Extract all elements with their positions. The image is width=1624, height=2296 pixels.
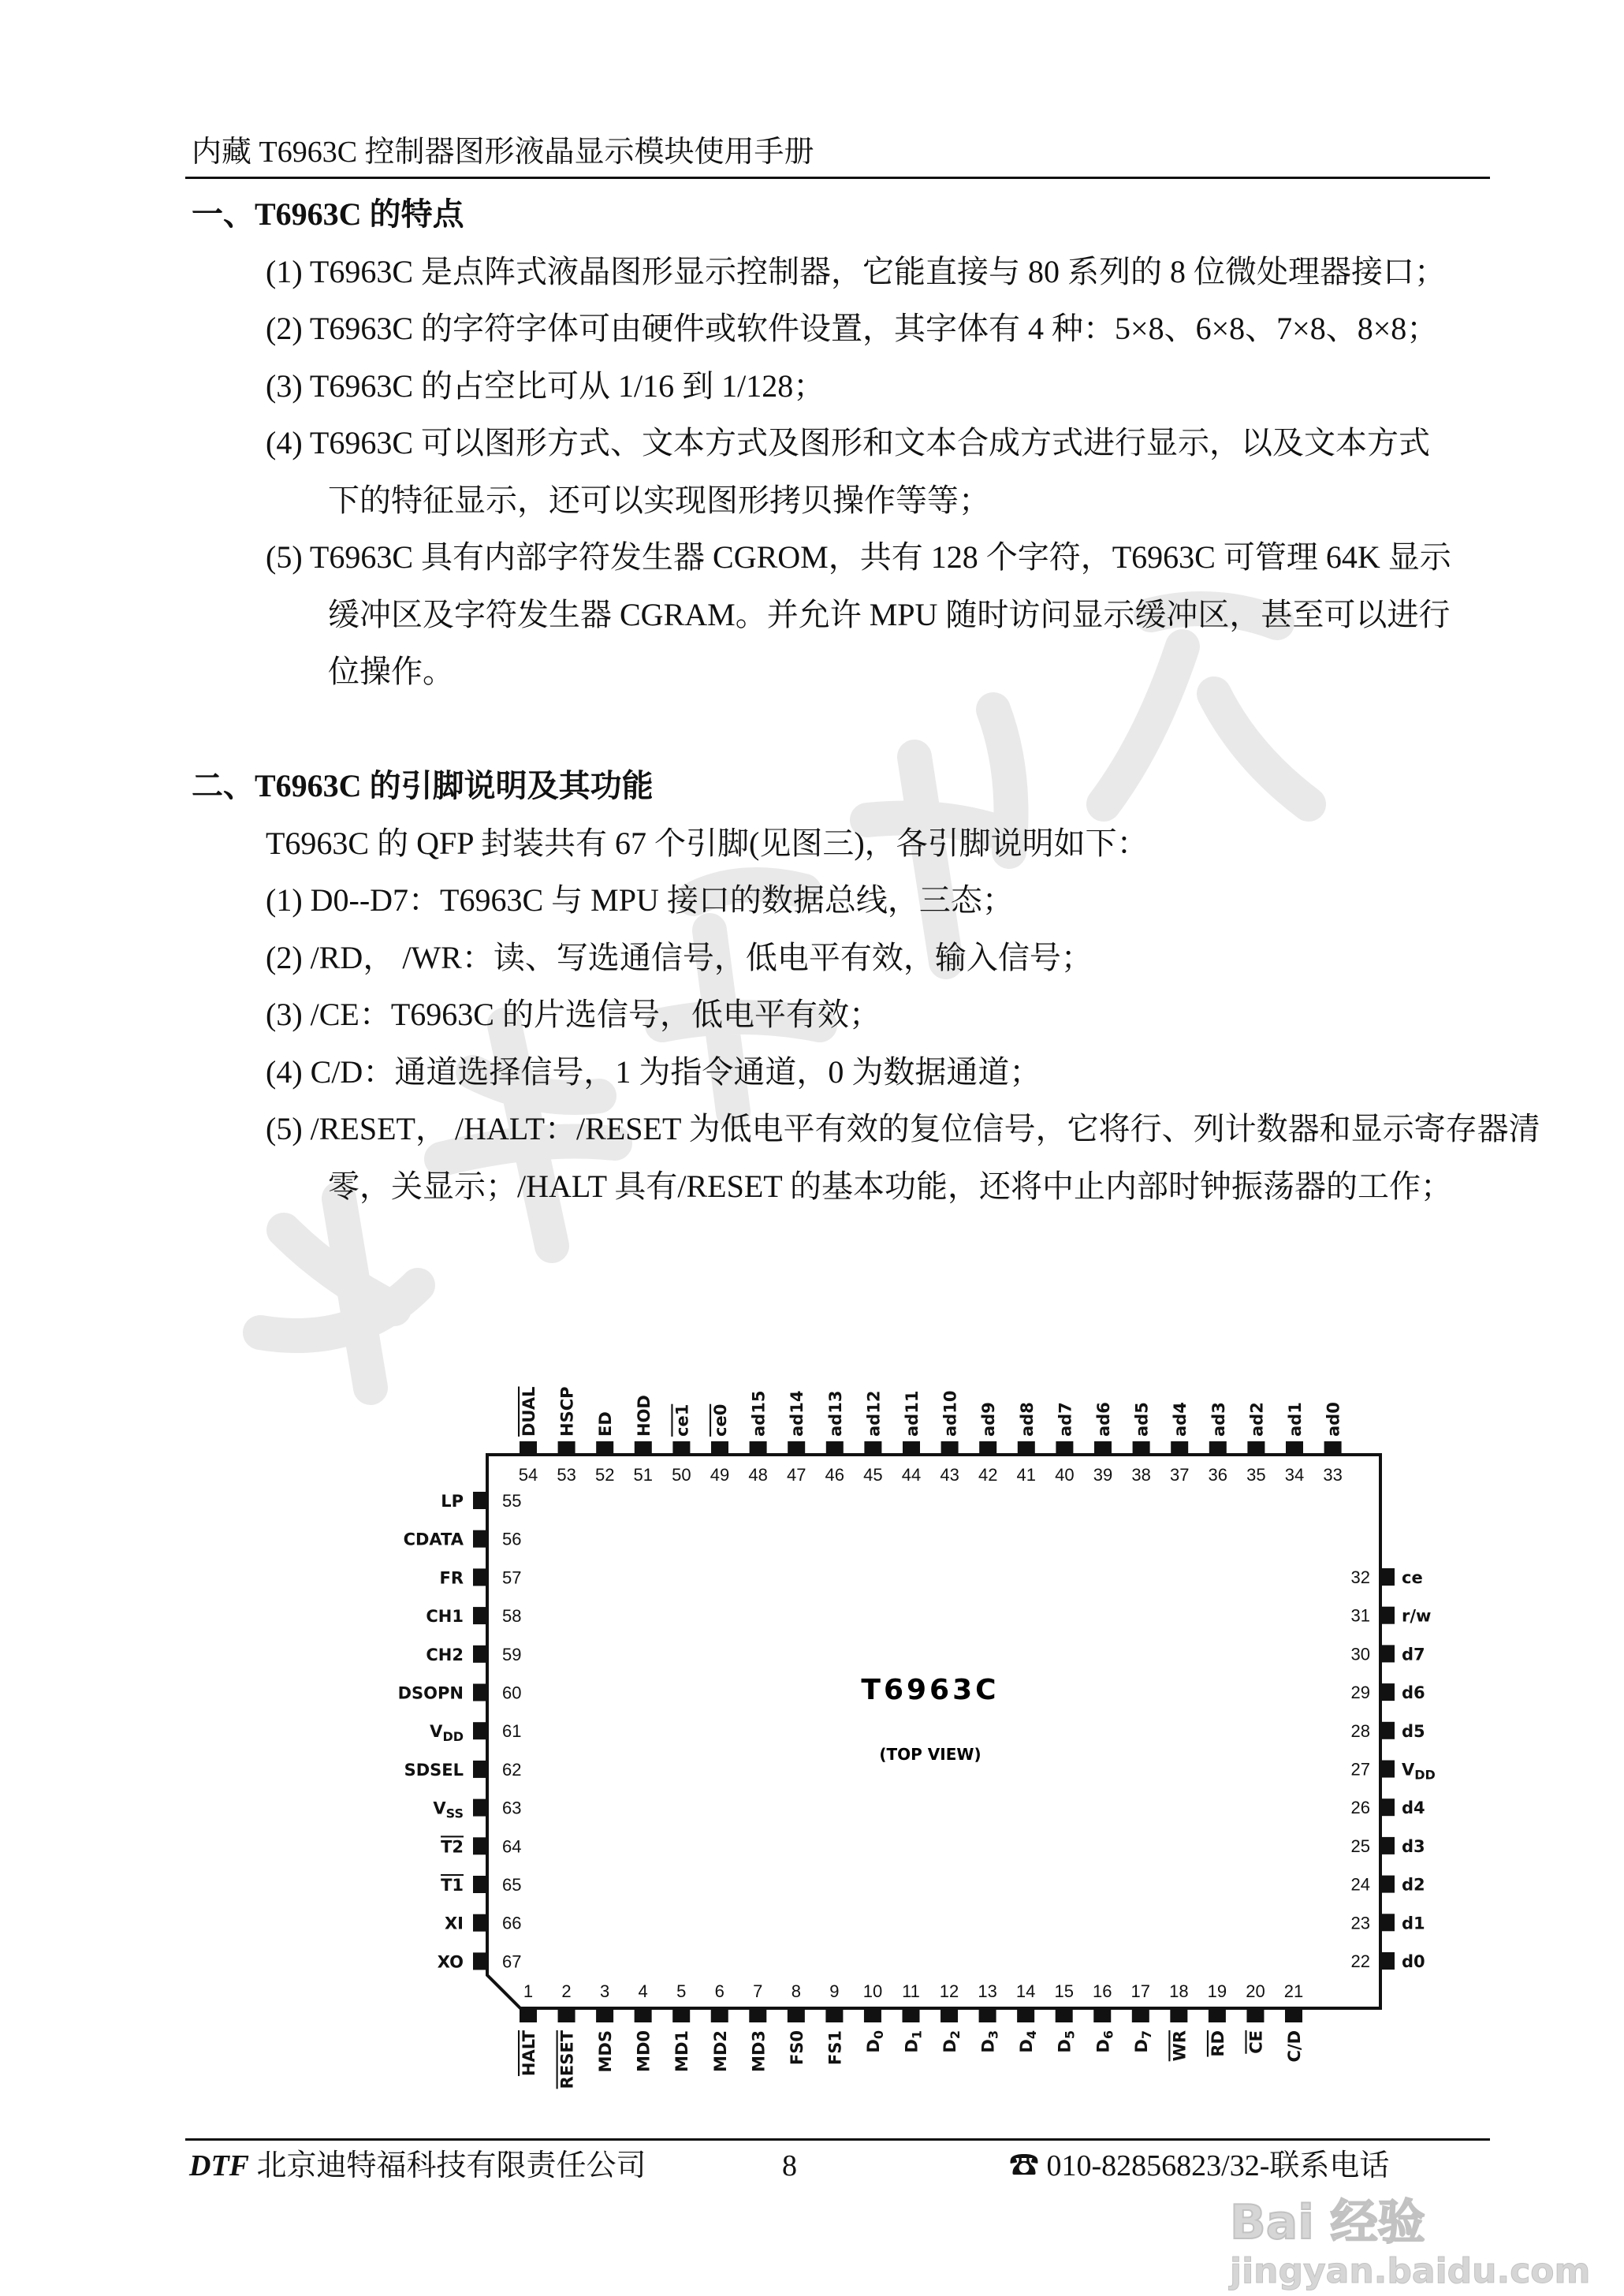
pin-number: 54: [518, 1465, 538, 1485]
chip-view: (TOP VIEW): [879, 1745, 981, 1764]
pin-tab: [520, 2008, 537, 2022]
pin-number: 8: [791, 1981, 801, 2001]
pin-label: MDS: [596, 2030, 616, 2073]
page-number: 8: [782, 2149, 797, 2182]
pin-number: 55: [502, 1491, 522, 1511]
pin-number: 22: [1350, 1951, 1370, 1971]
pin-label: T1: [441, 1876, 464, 1895]
pin-label: d2: [1402, 1875, 1425, 1895]
pin-label: DUAL: [520, 1386, 538, 1437]
list-item: (3) T6963C 的占空比可从 1/16 到 1/128；: [266, 367, 825, 404]
pin-label: d5: [1402, 1721, 1425, 1741]
pin-tab: [1132, 2008, 1149, 2022]
pin-label: d7: [1402, 1645, 1425, 1664]
pin-number: 24: [1350, 1874, 1370, 1895]
pin-number: 56: [502, 1529, 522, 1549]
pin-label: $D_2$: [941, 2030, 963, 2053]
pin-number: 4: [638, 1981, 648, 2001]
pin-label: C/D: [1285, 2030, 1304, 2063]
list-item: (5) T6963C 具有内部字符发生器 CGROM，共有 128 个字符，T6963C 可管理 64K 显示缓冲区及字符发生器 CGRAM。并允许 MPU 随时访问显示缓冲区，甚至可以进行位操作。: [266, 539, 1451, 689]
pin-tab: [473, 1492, 487, 1509]
pin-label: CDATA: [403, 1530, 464, 1549]
pin-number: 26: [1350, 1798, 1370, 1818]
pin-tab: [672, 1441, 690, 1455]
pin-tab: [825, 2008, 843, 2022]
pin-label: $D_7$: [1131, 2030, 1154, 2053]
pin-number: 59: [502, 1644, 522, 1664]
pin-tab: [473, 1684, 487, 1702]
pin-tab: [1380, 1568, 1395, 1586]
footer-company: [189, 2146, 646, 2186]
pin-label: $D_0$: [863, 2030, 886, 2053]
pin-number: 1: [523, 1981, 534, 2001]
pin-number: 44: [901, 1465, 922, 1485]
pin-number: 60: [502, 1683, 522, 1703]
pin-number: 42: [978, 1465, 998, 1485]
footer-divider: [185, 2138, 1490, 2141]
pin-tab: [1380, 1876, 1395, 1893]
pin-number: 37: [1169, 1465, 1190, 1485]
pin-label: ad13: [825, 1390, 845, 1437]
pin-label: $D_6$: [1093, 2030, 1116, 2053]
pin-tab: [473, 1646, 487, 1663]
pin-tab: [635, 1441, 652, 1455]
pin-tab: [788, 1441, 805, 1455]
running-header: 内藏 T6963C 控制器图形液晶显示模块使用手册: [192, 136, 814, 169]
pin-tab: [979, 2008, 996, 2022]
pin-number: 66: [502, 1913, 522, 1933]
section2-heading: 二、T6963C 的引脚说明及其功能: [192, 768, 654, 803]
pin-number: 6: [714, 1981, 724, 2001]
pin-number: 29: [1350, 1683, 1370, 1703]
pin-tab: [711, 1441, 728, 1455]
pin-number: 12: [939, 1981, 959, 2001]
pin-label: T2: [441, 1837, 464, 1857]
section2-intro: T6963C 的 QFP 封装共有 67 个引脚(见图三)，各引脚说明如下：: [266, 825, 1149, 861]
section1-heading: 一、T6963C 的特点: [192, 196, 464, 232]
list-item: (1) T6963C 是点阵式液晶图形显示控制器，它能直接与 80 系列的 8 位微处理器接口；: [266, 253, 1447, 289]
pin-label: DSOPN: [397, 1683, 464, 1703]
pin-tab: [788, 2008, 805, 2022]
pin-tab: [672, 2008, 690, 2022]
list-item: (3) /CE：T6963C 的片选信号，低电平有效；: [266, 997, 881, 1032]
pin-number: 48: [748, 1465, 768, 1485]
pin-number: 52: [594, 1465, 615, 1485]
pin-number: 5: [676, 1981, 687, 2001]
baidu-url: jingyan.baidu.com: [1230, 2251, 1591, 2291]
pin-tab: [558, 1441, 575, 1455]
pin-label: HSCP: [557, 1386, 577, 1437]
pin-number: 32: [1350, 1567, 1370, 1587]
pin-tab: [596, 1441, 613, 1455]
pin-tab: [473, 1761, 487, 1778]
pin-tab: [826, 1441, 844, 1455]
pin-number: 39: [1093, 1465, 1113, 1485]
pin-number: 53: [557, 1465, 576, 1485]
pin-tab: [1171, 1441, 1188, 1455]
pin-label: XI: [444, 1914, 464, 1933]
pin-tab: [1017, 2008, 1034, 2022]
pin-tab: [473, 1568, 487, 1586]
pin-tab: [473, 1530, 487, 1548]
pin-tab: [1380, 1722, 1395, 1739]
pin-label: FS0: [787, 2030, 806, 2066]
pin-label: ce0: [711, 1403, 730, 1437]
pin-tab: [941, 1441, 959, 1455]
pin-tab: [1380, 1683, 1395, 1701]
pin-tab: [1380, 1952, 1395, 1970]
pin-number: 14: [1015, 1981, 1036, 2001]
pin-number: 63: [502, 1798, 522, 1818]
pin-number: 31: [1350, 1605, 1370, 1626]
pin-number: 27: [1350, 1759, 1370, 1780]
pin-tab: [1380, 1837, 1395, 1854]
pin-label: ad7: [1056, 1402, 1075, 1437]
pin-number: 40: [1055, 1465, 1075, 1485]
pin-label: ad5: [1132, 1402, 1152, 1437]
pin-label: XO: [437, 1952, 464, 1972]
pin-number: 11: [902, 1981, 920, 2001]
list-item: (5) /RESET， /HALT：/RESET 为低电平有效的复位信号，它将行、列计数器和显示寄存器清零，关显示；/HALT 具有/RESET 的基本功能，还将中止内部时钟振荡器的工作；: [266, 1111, 1540, 1204]
pin-label: $D_5$: [1055, 2030, 1078, 2053]
pin-label: LP: [441, 1492, 464, 1511]
pin-label: ad14: [788, 1390, 807, 1437]
pin-tab: [473, 1876, 487, 1893]
pin-tab: [596, 2008, 613, 2022]
pin-label: ad9: [979, 1402, 999, 1437]
pin-tab: [1246, 2008, 1264, 2022]
pin-tab: [1380, 1798, 1395, 1816]
pin-number: 49: [710, 1465, 730, 1485]
pin-label: MD1: [672, 2030, 692, 2072]
pin-tab: [473, 1914, 487, 1932]
pin-tab: [1209, 2008, 1226, 2022]
pin-label: ce: [1402, 1568, 1423, 1587]
pin-tab: [520, 1441, 537, 1455]
pin-tab: [1209, 1441, 1227, 1455]
pin-number: 51: [633, 1465, 654, 1485]
baidu-watermark: [1230, 2195, 1590, 2293]
pin-tab: [473, 1722, 487, 1739]
pin-number: 67: [502, 1951, 522, 1972]
pin-number: 64: [502, 1836, 522, 1857]
pin-label: MD2: [710, 2030, 730, 2072]
pin-label: d0: [1402, 1952, 1425, 1971]
pin-label: ad12: [864, 1390, 884, 1437]
pin-number: 46: [825, 1465, 845, 1485]
pin-tab: [1380, 1607, 1395, 1624]
pin-label: ad1: [1286, 1402, 1305, 1437]
pin-tab: [864, 1441, 881, 1455]
pin-label: d6: [1402, 1683, 1425, 1703]
pin-number: 19: [1207, 1981, 1227, 2001]
chip-name: T6963C: [861, 1674, 1000, 1706]
pin-label: CH1: [426, 1607, 464, 1627]
pin-number: 45: [863, 1465, 883, 1485]
pin-number: 25: [1350, 1836, 1370, 1856]
pin-tab: [1286, 1441, 1303, 1455]
pin-label: FR: [439, 1568, 464, 1588]
pin-tab: [473, 1799, 487, 1817]
pin-tab: [711, 2008, 728, 2022]
pin-number: 38: [1131, 1465, 1151, 1485]
pin-label: CE: [1246, 2030, 1266, 2054]
pin-tab: [903, 2008, 920, 2022]
pin-label: ad8: [1017, 1402, 1037, 1437]
pin-label: $D_3$: [978, 2030, 1001, 2053]
pin-number: 10: [862, 1981, 883, 2001]
pin-number: 21: [1283, 1981, 1304, 2001]
pin-label: HALT: [520, 2030, 538, 2077]
pin-label: ad6: [1094, 1402, 1113, 1437]
pin-number: 3: [599, 1981, 610, 2001]
pin-label: RD: [1208, 2030, 1227, 2057]
pin-tab: [750, 1441, 767, 1455]
pin-tab: [1380, 1645, 1395, 1662]
pin-label: r/w: [1402, 1606, 1432, 1626]
list-item: (2) T6963C 的字符字体可由硬件或软件设置，其字体有 4 种：5×8、6×8、7×8、8×8；: [266, 311, 1439, 346]
chip-outline: [487, 1455, 1380, 2008]
pin-tab: [1094, 1441, 1112, 1455]
pin-number: 61: [502, 1721, 522, 1742]
pin-label: ad11: [903, 1390, 922, 1437]
pin-tab: [1133, 1441, 1150, 1455]
pin-tab: [1380, 1914, 1395, 1931]
pin-label: d4: [1402, 1798, 1425, 1818]
pin-number: 33: [1323, 1465, 1343, 1485]
pin-number: 13: [978, 1981, 997, 2001]
pin-number: 28: [1350, 1720, 1370, 1741]
pin-number: 65: [502, 1875, 522, 1895]
pin-label: ad15: [749, 1390, 769, 1437]
pin-number: 62: [502, 1759, 522, 1780]
pin-label: ad2: [1247, 1402, 1267, 1437]
pin-number: 47: [786, 1465, 806, 1485]
pin-number: 7: [753, 1981, 763, 2001]
pin-number: 17: [1130, 1981, 1151, 2001]
pin-number: 23: [1350, 1913, 1370, 1933]
pin-number: 15: [1054, 1981, 1074, 2001]
pin-tab: [473, 1837, 487, 1854]
pin-label: ad0: [1324, 1402, 1343, 1437]
pin-tab: [864, 2008, 881, 2022]
pin-tab: [1324, 1441, 1342, 1455]
pin-tab: [749, 2008, 766, 2022]
pin-label: ED: [596, 1411, 616, 1437]
pin-tab: [1056, 2008, 1073, 2022]
pin-label: $V_{SS}$: [433, 1798, 464, 1821]
pin-label: $D_4$: [1017, 2030, 1040, 2053]
pin-tab: [1093, 2008, 1111, 2022]
pin-number: 34: [1284, 1465, 1305, 1485]
pin-tab: [979, 1441, 996, 1455]
list-item: (4) T6963C 可以图形方式、文本方式及图形和文本合成方式进行显示，以及文本方式下的特征显示，还可以实现图形拷贝操作等等；: [266, 425, 1431, 518]
list-item: (4) C/D：通道选择信号，1 为指令通道，0 为数据通道；: [266, 1053, 1041, 1090]
pin-tab: [473, 1952, 487, 1970]
pin-tab: [1056, 1441, 1073, 1455]
pin-tab: [1380, 1761, 1395, 1778]
company-brand: DTF: [189, 2149, 249, 2182]
pin-number: 43: [940, 1465, 959, 1485]
pin-number: 20: [1246, 1981, 1265, 2001]
pin-number: 2: [561, 1981, 572, 2001]
pin-tab: [1018, 1441, 1035, 1455]
pin-label: SDSEL: [404, 1760, 464, 1780]
pin-label: ad10: [941, 1390, 960, 1437]
pin-tab: [1170, 2008, 1187, 2022]
pin-label: RESET: [557, 2030, 577, 2089]
pin-label: WR: [1170, 2030, 1190, 2062]
pin-label: MD0: [634, 2030, 654, 2072]
pin-label: $V_{DD}$: [1402, 1760, 1436, 1783]
telephone-icon: ☎: [1009, 2149, 1040, 2182]
pin-tab: [941, 2008, 958, 2022]
pin-label: $V_{DD}$: [430, 1722, 464, 1745]
pin-tab: [635, 2008, 652, 2022]
pin-label: CH2: [426, 1645, 464, 1664]
pin-label: d3: [1402, 1836, 1425, 1856]
pin-tab: [1247, 1441, 1265, 1455]
list-item: (2) /RD， /WR：读、写选通信号，低电平有效，输入信号；: [266, 939, 1093, 975]
pin-label: HOD: [634, 1395, 654, 1437]
company-name: 北京迪特福科技有限责任公司: [256, 2149, 646, 2182]
footer-phone: [1009, 2146, 1389, 2186]
list-item: (1) D0--D7：T6963C 与 MPU 接口的数据总线，三态；: [266, 882, 1014, 918]
pin-number: 41: [1016, 1465, 1037, 1485]
pin-label: $D_1$: [902, 2030, 925, 2053]
pin-number: 9: [829, 1981, 840, 2001]
pin-number: 16: [1093, 1981, 1112, 2001]
pin-number: 36: [1208, 1465, 1228, 1485]
pin-label: ad3: [1209, 1402, 1228, 1437]
pin-number: 57: [502, 1567, 522, 1588]
pin-tab: [903, 1441, 920, 1455]
pin-tab: [1285, 2008, 1302, 2022]
pin-label: d1: [1402, 1914, 1425, 1933]
pin-number: 35: [1246, 1465, 1266, 1485]
pin-tab: [558, 2008, 575, 2022]
pin-number: 50: [672, 1465, 691, 1485]
pin-number: 30: [1350, 1644, 1370, 1664]
pin-number: 58: [502, 1606, 522, 1627]
pin-label: ce1: [672, 1403, 692, 1437]
pin-tab: [473, 1607, 487, 1624]
pin-label: FS1: [825, 2030, 845, 2066]
phone-number: 010-82856823/32-联系电话: [1046, 2149, 1390, 2182]
pin-label: MD3: [749, 2030, 769, 2072]
baidu-logo: Bai 经验: [1230, 2195, 1425, 2250]
pin-label: ad4: [1171, 1402, 1190, 1437]
pin-number: 18: [1169, 1981, 1189, 2001]
